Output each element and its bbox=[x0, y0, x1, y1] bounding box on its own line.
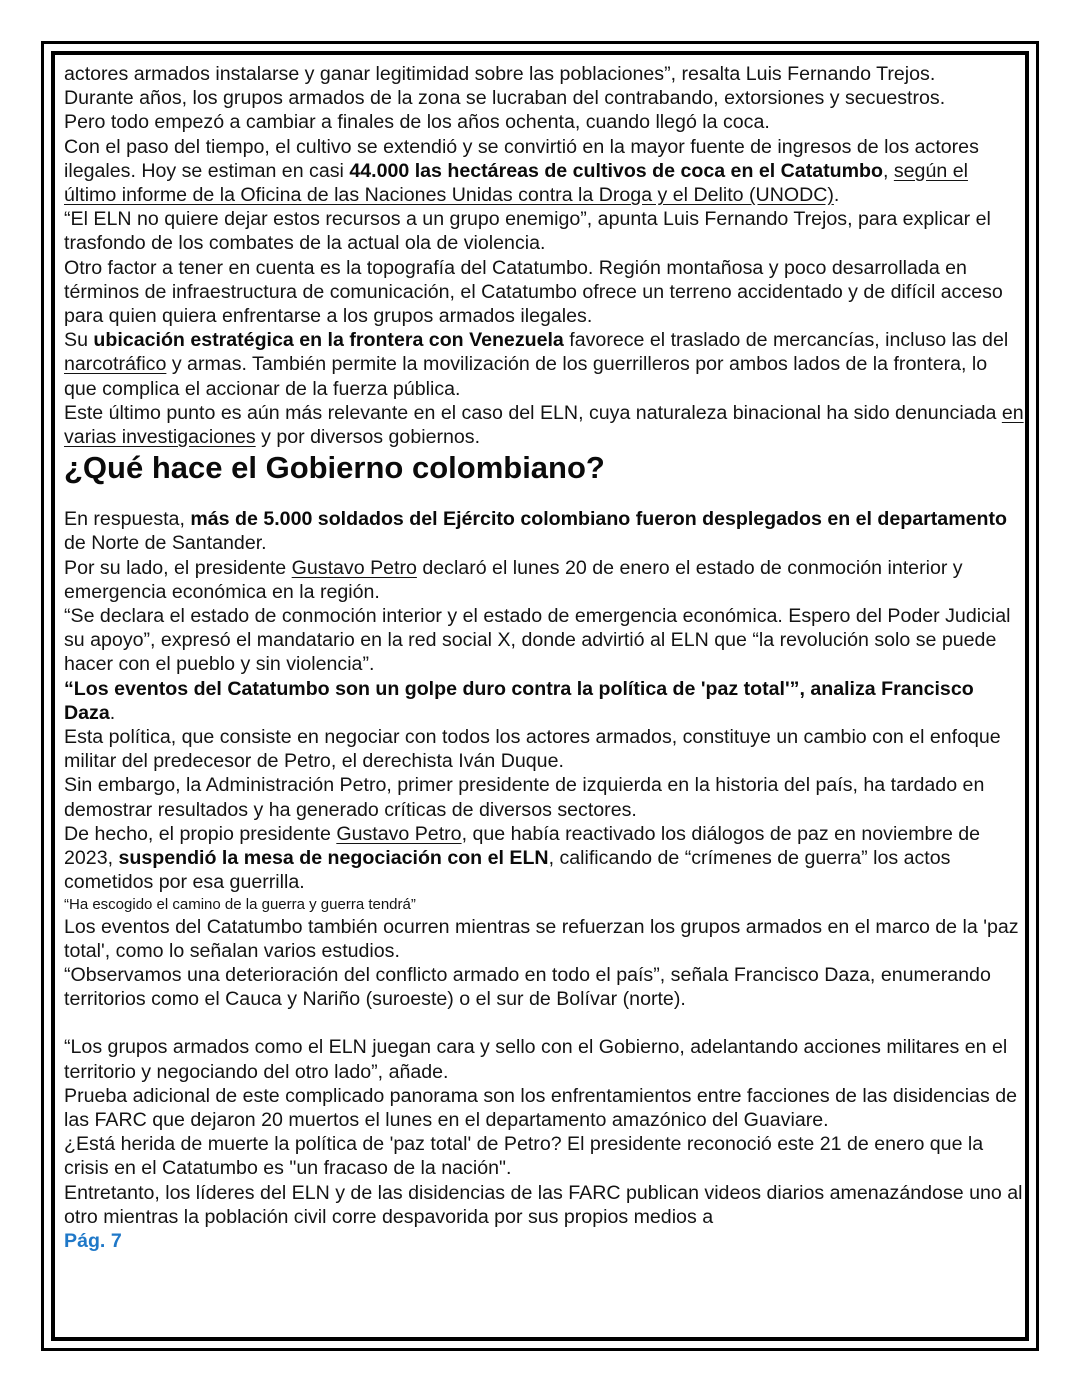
paragraph bbox=[64, 773, 1024, 821]
text-run: De hecho, el propio presidente bbox=[64, 822, 337, 845]
text-run: Con el paso del tiempo, el cultivo se extendió y se convirtió en la mayor fuente de ingresos de los actores ilegales. Hoy se estiman en casi bbox=[64, 135, 979, 182]
bold-text: “Los eventos del Catatumbo son un golpe duro contra la política de 'paz total'”, analiza Francisco Daza bbox=[64, 677, 974, 724]
paragraph bbox=[64, 328, 1024, 401]
text-run: “Los grupos armados como el ELN juegan cara y sello con el Gobierno, adelantando acciones militares en el territorio y negociando del otro lado”, añade. bbox=[64, 1036, 1008, 1083]
text-run: Durante años, los grupos armados de la zona se lucraban del contrabando, extorsiones y secuestros. bbox=[64, 87, 946, 110]
paragraph bbox=[64, 1181, 1024, 1229]
paragraph bbox=[64, 207, 1024, 255]
paragraph bbox=[64, 256, 1024, 329]
text-run: Su bbox=[64, 329, 94, 352]
paragraph bbox=[64, 110, 1024, 134]
text-run: declaró el lunes 20 de enero el estado de conmoción interior y emergencia económica en la región. bbox=[64, 556, 963, 603]
paragraph bbox=[64, 915, 1024, 963]
link-text[interactable]: narcotráfico bbox=[64, 353, 167, 376]
paragraph bbox=[64, 556, 1024, 604]
section-heading: ¿Qué hace el Gobierno colombiano? bbox=[64, 450, 605, 486]
text-run: “Observamos una deterioración del conflicto armado en todo el país”, señala Francisco Daza, enumerando territorios como el Cauca y Nariño (suroeste) o el sur de Bolívar (norte). bbox=[64, 963, 991, 1011]
paragraph bbox=[64, 86, 1024, 110]
text-run: Por su lado, el presidente bbox=[64, 556, 292, 579]
link-text[interactable]: en varias investigaciones bbox=[64, 401, 1024, 449]
text-run: actores armados instalarse y ganar legitimidad sobre las poblaciones”, resalta Luis Fernando Trejos. bbox=[64, 63, 936, 85]
paragraph bbox=[64, 963, 1024, 1011]
text-run: Esta política, que consiste en negociar con todos los actores armados, constituye un cambio con el enfoque militar del predecesor de Petro, el derechista Iván Duque. bbox=[64, 726, 1001, 773]
article-section-government bbox=[64, 507, 1024, 1229]
text-run: favorece el traslado de mercancías, incluso las del bbox=[563, 329, 1009, 352]
paragraph bbox=[64, 135, 1024, 208]
paragraph bbox=[64, 725, 1024, 773]
paragraph bbox=[64, 1132, 1024, 1180]
paragraph bbox=[64, 62, 1024, 86]
text-run: ¿Está herida de muerte la política de 'paz total' de Petro? El presidente reconoció este 21 de enero que la crisis en el Catatumbo es "un fracaso de la nación". bbox=[64, 1133, 984, 1180]
text-run: y armas. También permite la movilización de los guerrilleros por ambos lados de la frontera, lo que complica el accionar de la fuerza pública. bbox=[64, 353, 988, 400]
text-run: “Ha escogido el camino de la guerra y guerra tendrá” bbox=[64, 895, 416, 913]
text-run: Pero todo empezó a cambiar a finales de los años ochenta, cuando llegó la coca. bbox=[64, 111, 770, 134]
page-number: Pág. 7 bbox=[64, 1229, 122, 1252]
text-run: Los eventos del Catatumbo también ocurren mientras se refuerzan los grupos armados en el marco de la 'paz total', como lo señalan varios estudios. bbox=[64, 915, 1019, 962]
text-run: “El ELN no quiere dejar estos recursos a un grupo enemigo”, apunta Luis Fernando Trejos, para explicar el trasfondo de los combates de la actual ola de violencia. bbox=[64, 208, 991, 255]
text-run: y por diversos gobiernos. bbox=[255, 426, 481, 449]
bold-text: 44.000 las hectáreas de cultivos de coca en el Catatumbo bbox=[349, 159, 883, 182]
text-run: Este último punto es aún más relevante en el caso del ELN, cuya naturaleza binacional ha sido denunciada bbox=[64, 401, 1002, 424]
text-run: , calificando de “crímenes de guerra” los actos cometidos por esa guerrilla. bbox=[64, 847, 951, 894]
link-text[interactable]: según el último informe de la Oficina de las Naciones Unidas contra la Droga y el Delito (UNODC) bbox=[64, 159, 968, 207]
text-run: Sin embargo, la Administración Petro, primer presidente de izquierda en la historia del país, ha tardado en demostrar resultados y ha generado críticas de diversos sectores. bbox=[64, 774, 985, 821]
text-run: En respuesta, bbox=[64, 508, 191, 531]
text-run: . bbox=[109, 701, 116, 724]
link-text[interactable]: Gustavo Petro bbox=[336, 822, 462, 845]
paragraph bbox=[64, 401, 1024, 449]
bold-text: suspendió la mesa de negociación con el ELN bbox=[118, 847, 549, 870]
paragraph bbox=[64, 822, 1024, 895]
paragraph bbox=[64, 677, 1024, 725]
paragraph bbox=[64, 895, 1024, 915]
text-run: Entretanto, los líderes del ELN y de las disidencias de las FARC publican videos diarios amenazándose uno al otro mientras la población civil corre despavorida por sus propios medios a bbox=[64, 1181, 1023, 1228]
blank-line bbox=[64, 1011, 1024, 1035]
text-run: , que había reactivado los diálogos de paz en noviembre de 2023, bbox=[64, 822, 981, 870]
text-run: “Se declara el estado de conmoción interior y el estado de emergencia económica. Espero del Poder Judicial su apoyo”, expresó el mandatario en la red social X, donde advirtió al ELN que “la revolución solo se puede hacer con el pueblo y sin violencia”. bbox=[64, 605, 1011, 676]
paragraph bbox=[64, 507, 1024, 555]
article-section-intro bbox=[64, 62, 1024, 449]
paragraph bbox=[64, 604, 1024, 677]
link-text[interactable]: Gustavo Petro bbox=[291, 556, 417, 579]
bold-text: más de 5.000 soldados del Ejército colombiano fueron desplegados en el departamento bbox=[190, 508, 1007, 531]
text-run: . bbox=[833, 184, 840, 207]
paragraph bbox=[64, 1084, 1024, 1132]
bold-text: ubicación estratégica en la frontera con Venezuela bbox=[93, 329, 564, 352]
article-body bbox=[64, 62, 1024, 1253]
text-run: de Norte de Santander. bbox=[64, 532, 267, 555]
paragraph bbox=[64, 1035, 1024, 1083]
text-run: Prueba adicional de este complicado panorama son los enfrentamientos entre facciones de las disidencias de las FARC que dejaron 20 muertos el lunes en el departamento amazónico del Guaviare. bbox=[64, 1084, 1018, 1131]
text-run: Otro factor a tener en cuenta es la topografía del Catatumbo. Región montañosa y poco desarrollada en términos de infraestructura de comunicación, el Catatumbo ofrece un terreno accidentado y de difícil acceso para quien quiera enfrentarse a los grupos armados ilegales. bbox=[64, 256, 1003, 328]
text-run: , bbox=[882, 159, 894, 182]
